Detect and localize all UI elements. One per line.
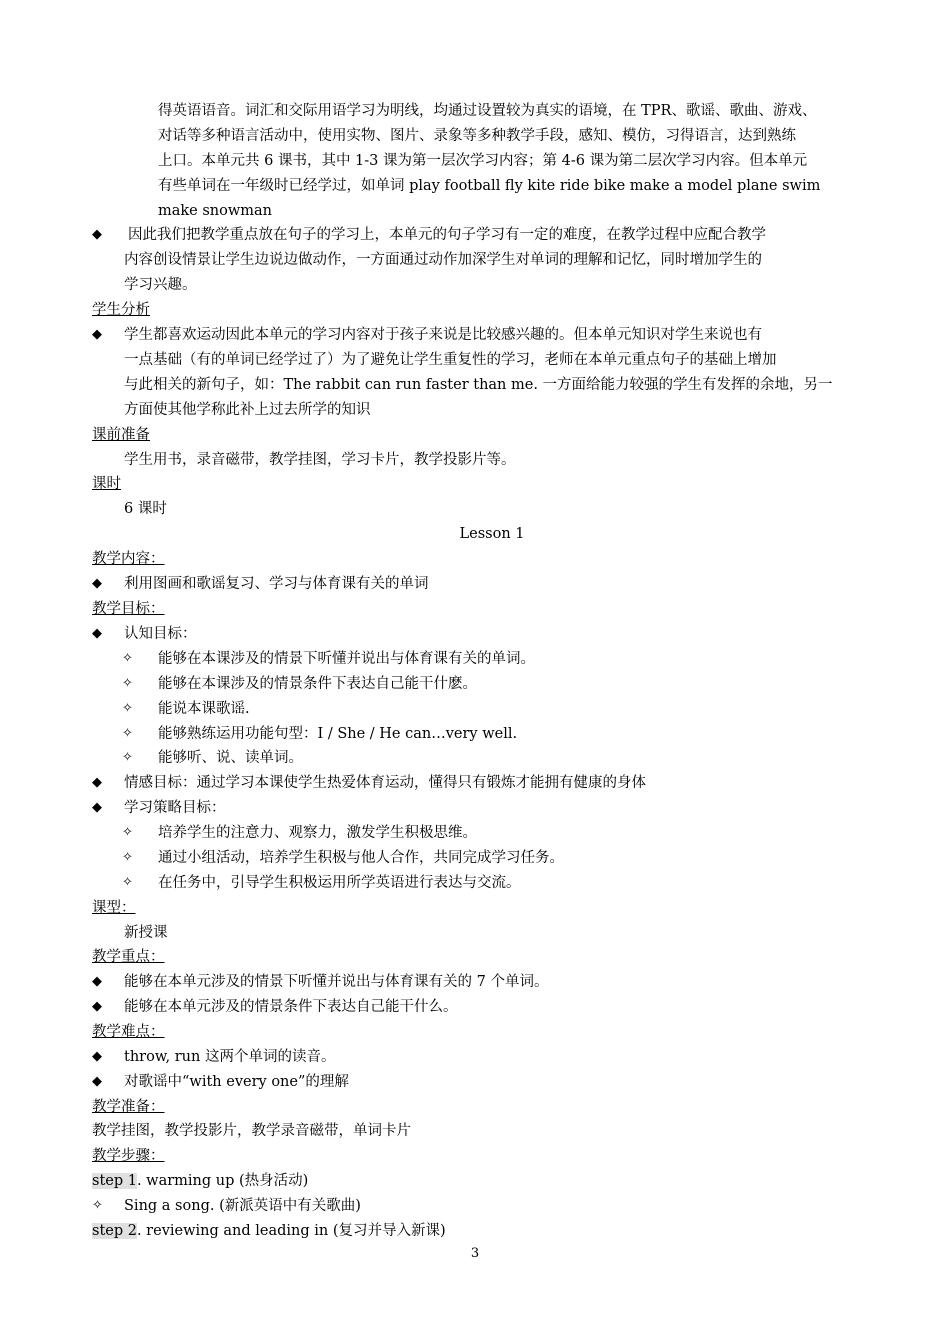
diamond-bullet-icon: ◆	[92, 626, 102, 641]
content-heading: 教学内容：	[92, 551, 165, 567]
sparkle-bullet-icon: ✧	[122, 726, 133, 741]
intro-line-5: make snowman	[158, 203, 273, 219]
diamond-bullet-icon: ◆	[92, 800, 102, 815]
diamond-bullet-icon: ◆	[92, 227, 102, 242]
sparkle-bullet-icon: ✧	[122, 701, 133, 716]
student-analysis-heading: 学生分析	[92, 302, 150, 318]
sparkle-bullet-icon: ✧	[92, 1198, 103, 1213]
content-item: 利用图画和歌谣复习、学习与体育课有关的单词	[124, 576, 429, 592]
step-1-label: step 1	[92, 1173, 137, 1189]
analysis-line-3: 与此相关的新句子，如：The rabbit can run faster than me. 一方面给能力较强的学生有发挥的余地，另一	[124, 377, 833, 393]
analysis-line-4: 方面使其他学称此补上过去所学的知识	[124, 402, 371, 418]
strategy-heading: 学习策略目标：	[124, 800, 226, 816]
intro-line-1: 得英语语音。词汇和交际用语学习为明线，均通过设置较为真实的语境，在 TPR、歌谣、歌曲、游戏、	[158, 103, 817, 119]
lesson-type-text: 新授课	[124, 925, 168, 941]
periods-text: 6 课时	[124, 501, 167, 517]
lesson-title: Lesson 1	[459, 526, 525, 542]
lesson-type-heading: 课型：	[92, 900, 136, 916]
analysis-line-2: 一点基础（有的单词已经学过了）为了避免让学生重复性的学习，老师在本单元重点句子的基础上增加	[124, 352, 777, 368]
objectives-heading: 教学目标：	[92, 601, 165, 617]
diamond-bullet-icon: ◆	[92, 1049, 102, 1064]
focus-line-2: 内容创设情景让学生边说边做动作，一方面通过动作加深学生对单词的理解和记忆，同时增加学生的	[124, 252, 762, 268]
diamond-bullet-icon: ◆	[92, 1074, 102, 1089]
strategy-item-1: 培养学生的注意力、观察力，激发学生积极思维。	[158, 825, 477, 841]
cognitive-item-4: 能够熟练运用功能句型：I / She / He can…very well.	[158, 726, 518, 742]
sparkle-bullet-icon: ✧	[122, 651, 133, 666]
diamond-bullet-icon: ◆	[92, 327, 102, 342]
difficulties-heading: 教学难点：	[92, 1024, 165, 1040]
key-point-2: 能够在本单元涉及的情景条件下表达自己能干什么。	[124, 999, 458, 1015]
diamond-bullet-icon: ◆	[92, 999, 102, 1014]
intro-line-3: 上口。本单元共 6 课书，其中 1-3 课为第一层次学习内容；第 4-6 课为第二层次学习内容。但本单元	[158, 153, 808, 169]
difficulty-2: 对歌谣中“with every one”的理解	[124, 1074, 349, 1090]
intro-line-2: 对话等多种语言活动中，使用实物、图片、录象等多种教学手段，感知、模仿，习得语言，达到熟练	[158, 128, 796, 144]
sparkle-bullet-icon: ✧	[122, 676, 133, 691]
difficulty-1: throw, run 这两个单词的读音。	[124, 1049, 336, 1065]
affective-objective: 情感目标：通过学习本课使学生热爱体育运动，懂得只有锻炼才能拥有健康的身体	[124, 775, 646, 791]
sparkle-bullet-icon: ✧	[122, 825, 133, 840]
cognitive-heading: 认知目标：	[124, 626, 197, 642]
diamond-bullet-icon: ◆	[92, 974, 102, 989]
diamond-bullet-icon: ◆	[92, 775, 102, 790]
intro-line-4: 有些单词在一年级时已经学过，如单词 play football fly kite ride bike make a model plane swim	[158, 178, 821, 194]
periods-heading: 课时	[92, 476, 121, 492]
materials-text: 教学挂图，教学投影片，教学录音磁带，单词卡片	[92, 1123, 411, 1139]
focus-line-3: 学习兴趣。	[124, 277, 197, 293]
cognitive-item-1: 能够在本课涉及的情景下听懂并说出与体育课有关的单词。	[158, 651, 535, 667]
cognitive-item-2: 能够在本课涉及的情景条件下表达自己能干什麽。	[158, 676, 477, 692]
focus-line-1: 因此我们把教学重点放在句子的学习上，本单元的句子学习有一定的难度，在教学过程中应配合教学	[128, 227, 766, 243]
step-1-text: . warming up (热身活动)	[136, 1173, 309, 1189]
sparkle-bullet-icon: ✧	[122, 875, 133, 890]
cognitive-item-5: 能够听、说、读单词。	[158, 750, 303, 766]
analysis-line-1: 学生都喜欢运动因此本单元的学习内容对于孩子来说是比较感兴趣的。但本单元知识对学生来说也有	[124, 327, 762, 343]
strategy-item-3: 在任务中，引导学生积极运用所学英语进行表达与交流。	[158, 875, 521, 891]
materials-heading: 教学准备：	[92, 1099, 165, 1115]
page-number: 3	[470, 1246, 480, 1261]
sparkle-bullet-icon: ✧	[122, 850, 133, 865]
step-2-text: . reviewing and leading in (复习并导入新课)	[136, 1223, 446, 1239]
sparkle-bullet-icon: ✧	[122, 750, 133, 765]
key-point-1: 能够在本单元涉及的情景下听懂并说出与体育课有关的 7 个单词。	[124, 974, 549, 990]
strategy-item-2: 通过小组活动，培养学生积极与他人合作，共同完成学习任务。	[158, 850, 564, 866]
steps-heading: 教学步骤：	[92, 1148, 165, 1164]
step-2-label: step 2	[92, 1223, 137, 1239]
prep-heading: 课前准备	[92, 427, 150, 443]
step-1	[92, 1171, 308, 1191]
prep-text: 学生用书，录音磁带，教学挂图，学习卡片，教学投影片等。	[124, 452, 516, 468]
step-1-sub: Sing a song. (新派英语中有关歌曲)	[124, 1198, 361, 1214]
cognitive-item-3: 能说本课歌谣.	[158, 701, 250, 717]
step-2	[92, 1221, 446, 1241]
diamond-bullet-icon: ◆	[92, 576, 102, 591]
key-points-heading: 教学重点：	[92, 949, 165, 965]
